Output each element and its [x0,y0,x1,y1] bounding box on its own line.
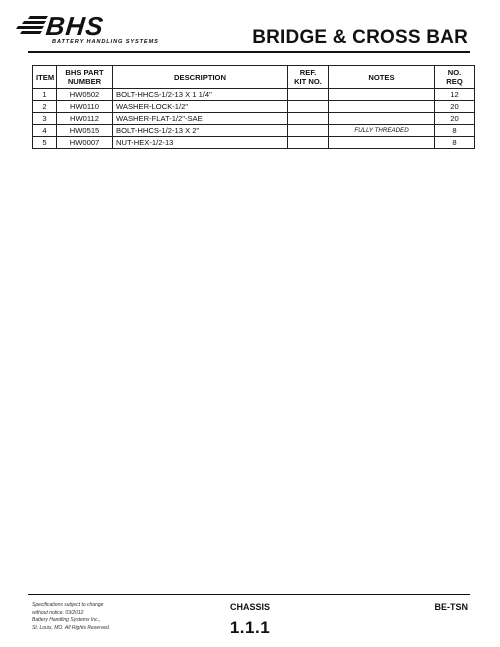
cell-description: WASHER-LOCK-1/2" [113,101,288,113]
cell-qty: 20 [435,101,475,113]
title-divider [28,51,470,53]
cell-description: BOLT-HHCS-1/2-13 X 1 1/4" [113,89,288,101]
footer-page-code: 1.1.1 [229,618,271,637]
cell-description: NUT-HEX-1/2-13 [113,137,288,149]
cell-part-number: HW0515 [57,125,113,137]
cell-notes [329,89,435,101]
col-header-item: ITEM [33,66,57,89]
col-header-ref-kit: REF. KIT NO. [288,66,329,89]
cell-notes: FULLY THREADED [329,125,435,137]
disclaimer-line: Specifications subject to change [32,602,104,608]
cell-item: 1 [33,89,57,101]
cell-item: 4 [33,125,57,137]
disclaimer-line: Battery Handling Systems Inc., [32,617,101,623]
cell-ref-kit [288,125,329,137]
table-row [33,89,475,101]
table-header-row [33,66,475,89]
cell-qty: 12 [435,89,475,101]
cell-notes [329,101,435,113]
parts-table [32,65,475,149]
page-title: BRIDGE & CROSS BAR [252,27,468,48]
table-row [33,101,475,113]
cell-part-number: HW0502 [57,89,113,101]
cell-item: 2 [33,101,57,113]
cell-qty: 20 [435,113,475,125]
cell-ref-kit [288,89,329,101]
cell-ref-kit [288,101,329,113]
cell-qty: 8 [435,137,475,149]
footer-model: BE-TSN [434,602,468,612]
disclaimer-line: St. Louis, MO. All Rights Reserved. [32,624,111,631]
cell-notes [329,113,435,125]
col-header-qty: NO. REQ [435,66,475,89]
cell-qty: 8 [435,125,475,137]
table-row [33,137,475,149]
bhs-logo [12,10,162,50]
cell-part-number: HW0112 [57,113,113,125]
cell-description: WASHER-FLAT-1/2"-SAE [113,113,288,125]
cell-item: 5 [33,137,57,149]
cell-part-number: HW0110 [57,101,113,113]
cell-description: BOLT-HHCS-1/2-13 X 2" [113,125,288,137]
col-header-part-number: BHS PART NUMBER [57,66,113,89]
logo-subtitle: BATTERY HANDLING SYSTEMS [52,39,159,45]
table-row [33,113,475,125]
footer-divider [28,594,470,595]
cell-part-number: HW0007 [57,137,113,149]
cell-ref-kit [288,113,329,125]
cell-item: 3 [33,113,57,125]
logo-wordmark: BHS [44,11,106,41]
footer-disclaimer [32,602,142,632]
table-row [33,125,475,137]
footer-section: CHASSIS [229,602,270,612]
disclaimer-line: without notice. 03/2012 [32,609,84,616]
cell-notes [329,137,435,149]
cell-ref-kit [288,137,329,149]
col-header-description: DESCRIPTION [113,66,288,89]
col-header-notes: NOTES [329,66,435,89]
